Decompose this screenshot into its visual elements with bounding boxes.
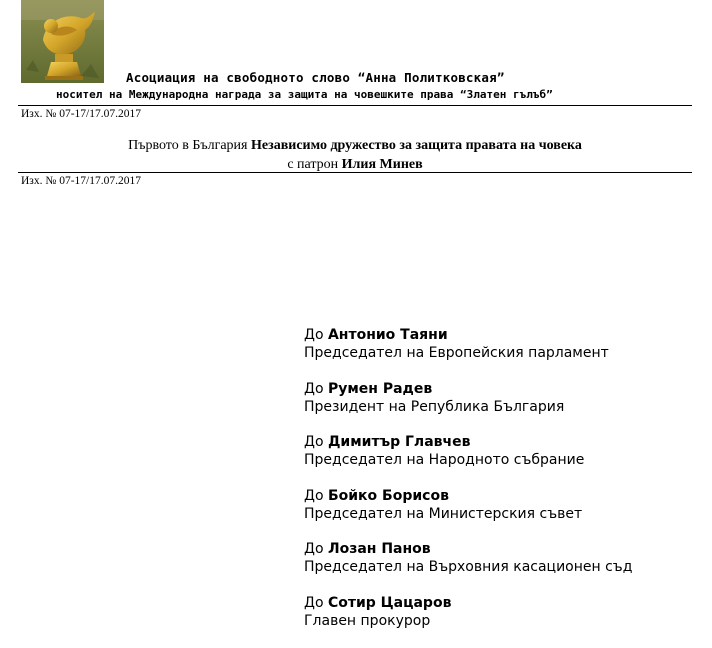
society-line-1-prefix: Първото в България <box>128 138 251 153</box>
recipient-title: Главен прокурор <box>304 612 431 629</box>
society-patron: Илия Минев <box>341 157 423 172</box>
recipient-prefix: До <box>304 487 328 504</box>
recipients-list <box>304 326 632 648</box>
recipient-prefix: До <box>304 327 328 343</box>
recipient-title: Президент на Република България <box>304 398 565 415</box>
recipient-title: Председател на Върховния касационен съд <box>304 559 633 576</box>
recipient-name: Лозан Панов <box>327 541 431 558</box>
society-line-2-prefix: с патрон <box>287 157 342 172</box>
recipient-name: Бойко Борисов <box>327 487 449 504</box>
recipient <box>304 594 632 648</box>
reference-number: Изх. № 07-17/17.07.2017 <box>21 108 141 120</box>
society-line-1 <box>18 136 692 155</box>
recipient-prefix: До <box>304 594 328 611</box>
society-divider <box>18 172 692 173</box>
header-divider <box>18 105 692 106</box>
recipient-name: Антонио Таяни <box>327 327 448 343</box>
recipient <box>304 487 632 541</box>
recipient-title: Председател на Народното събрание <box>304 452 585 469</box>
recipient-name: Димитър Главчев <box>327 434 471 451</box>
reference-number-repeat: Изх. № 07-17/17.07.2017 <box>21 175 141 187</box>
recipient <box>304 326 632 380</box>
recipient-title: Председател на Министерския съвет <box>304 505 583 522</box>
association-name: Асоциация на свободното слово “Анна Политковская” <box>126 70 505 85</box>
recipient-name: Сотир Цацаров <box>327 594 452 611</box>
recipient <box>304 540 632 594</box>
recipient <box>304 380 632 434</box>
recipient-prefix: До <box>304 541 328 558</box>
recipient-prefix: До <box>304 434 328 451</box>
association-subtitle: носител на Международна награда за защита на човешките права “Златен гълъб” <box>56 88 553 101</box>
society-name: Независимо дружество за защита правата на човека <box>250 138 582 153</box>
recipient-name: Румен Радев <box>327 380 433 397</box>
recipient <box>304 433 632 487</box>
golden-dove-statue-logo <box>21 0 104 83</box>
recipient-prefix: До <box>304 380 328 397</box>
recipient-title: Председател на Европейския парламент <box>304 345 609 361</box>
society-heading <box>18 136 692 174</box>
